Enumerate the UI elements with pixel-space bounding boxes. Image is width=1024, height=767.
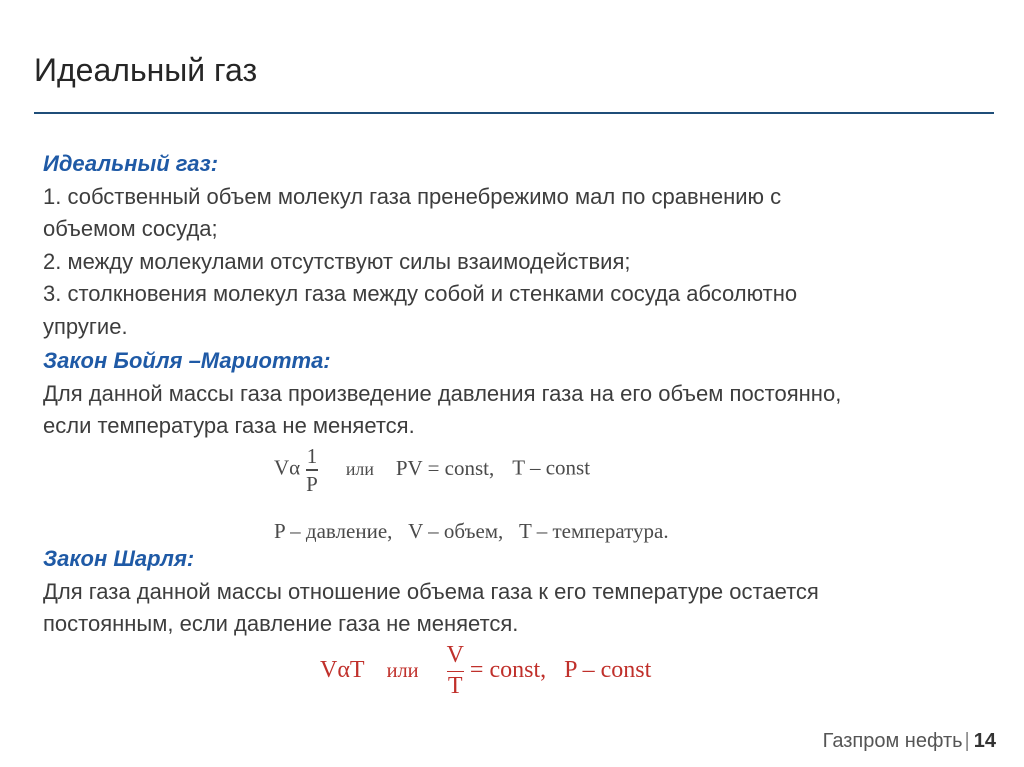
boyle-formula-lhs: Vα — [274, 455, 301, 480]
footer-divider: | — [964, 730, 970, 752]
charles-heading: Закон Шарля: — [43, 546, 195, 571]
charles-fraction — [447, 642, 464, 701]
fraction-bar — [306, 469, 318, 471]
slide-body — [43, 148, 973, 443]
slide-footer — [823, 730, 996, 753]
ideal-gas-heading: Идеальный газ: — [43, 151, 219, 176]
boyle-formula-eq2: T – const — [512, 455, 591, 480]
boyle-formula — [274, 444, 590, 496]
boyle-heading: Закон Бойля –Мариотта: — [43, 348, 331, 373]
ideal-gas-line-4: 3. столкновения молекул газа между собой и стенками сосуда абсолютно — [43, 281, 798, 306]
ideal-gas-line-2: объемом сосуда; — [43, 216, 218, 241]
boyle-fraction-denominator: P — [306, 471, 318, 496]
ideal-gas-line-1: 1. собственный объем молекул газа пренебрежимо мал по сравнению с — [43, 183, 782, 209]
footer-brand: Газпром нефть — [822, 730, 963, 752]
charles-section — [43, 543, 973, 641]
charles-formula-or: или — [386, 659, 419, 682]
charles-formula — [320, 642, 651, 701]
charles-formula-lhs: VαT — [320, 656, 365, 683]
ideal-gas-line-5: упругие. — [43, 313, 128, 339]
title-divider — [34, 112, 994, 114]
page-number: 14 — [973, 730, 996, 752]
boyle-fraction — [306, 444, 318, 496]
boyle-fraction-numerator: 1 — [306, 444, 318, 468]
charles-fraction-numerator: V — [446, 642, 464, 668]
charles-line-2: постоянным, если давление газа не меняется. — [43, 611, 519, 636]
boyle-line-1: Для данной массы газа произведение давления газа на его объем постоянно, — [43, 380, 842, 406]
slide-title: Идеальный газ — [34, 52, 258, 88]
boyle-formula-or: или — [345, 458, 374, 479]
charles-formula-eq2: P – const — [564, 656, 652, 683]
ideal-gas-line-3: 2. между молекулами отсутствуют силы взаимодействия; — [43, 248, 631, 274]
boyle-line-2: если температура газа не меняется. — [43, 413, 415, 438]
boyle-legend: P – давление, V – объем, T – температура. — [274, 519, 669, 543]
boyle-formula-eq1: PV = const, — [395, 455, 495, 480]
charles-line-1: Для газа данной массы отношение объема газа к его температуре остается — [43, 578, 819, 604]
charles-fraction-denominator: T — [447, 673, 463, 700]
charles-formula-eq1: = const, — [469, 656, 547, 683]
fraction-bar — [447, 671, 464, 673]
